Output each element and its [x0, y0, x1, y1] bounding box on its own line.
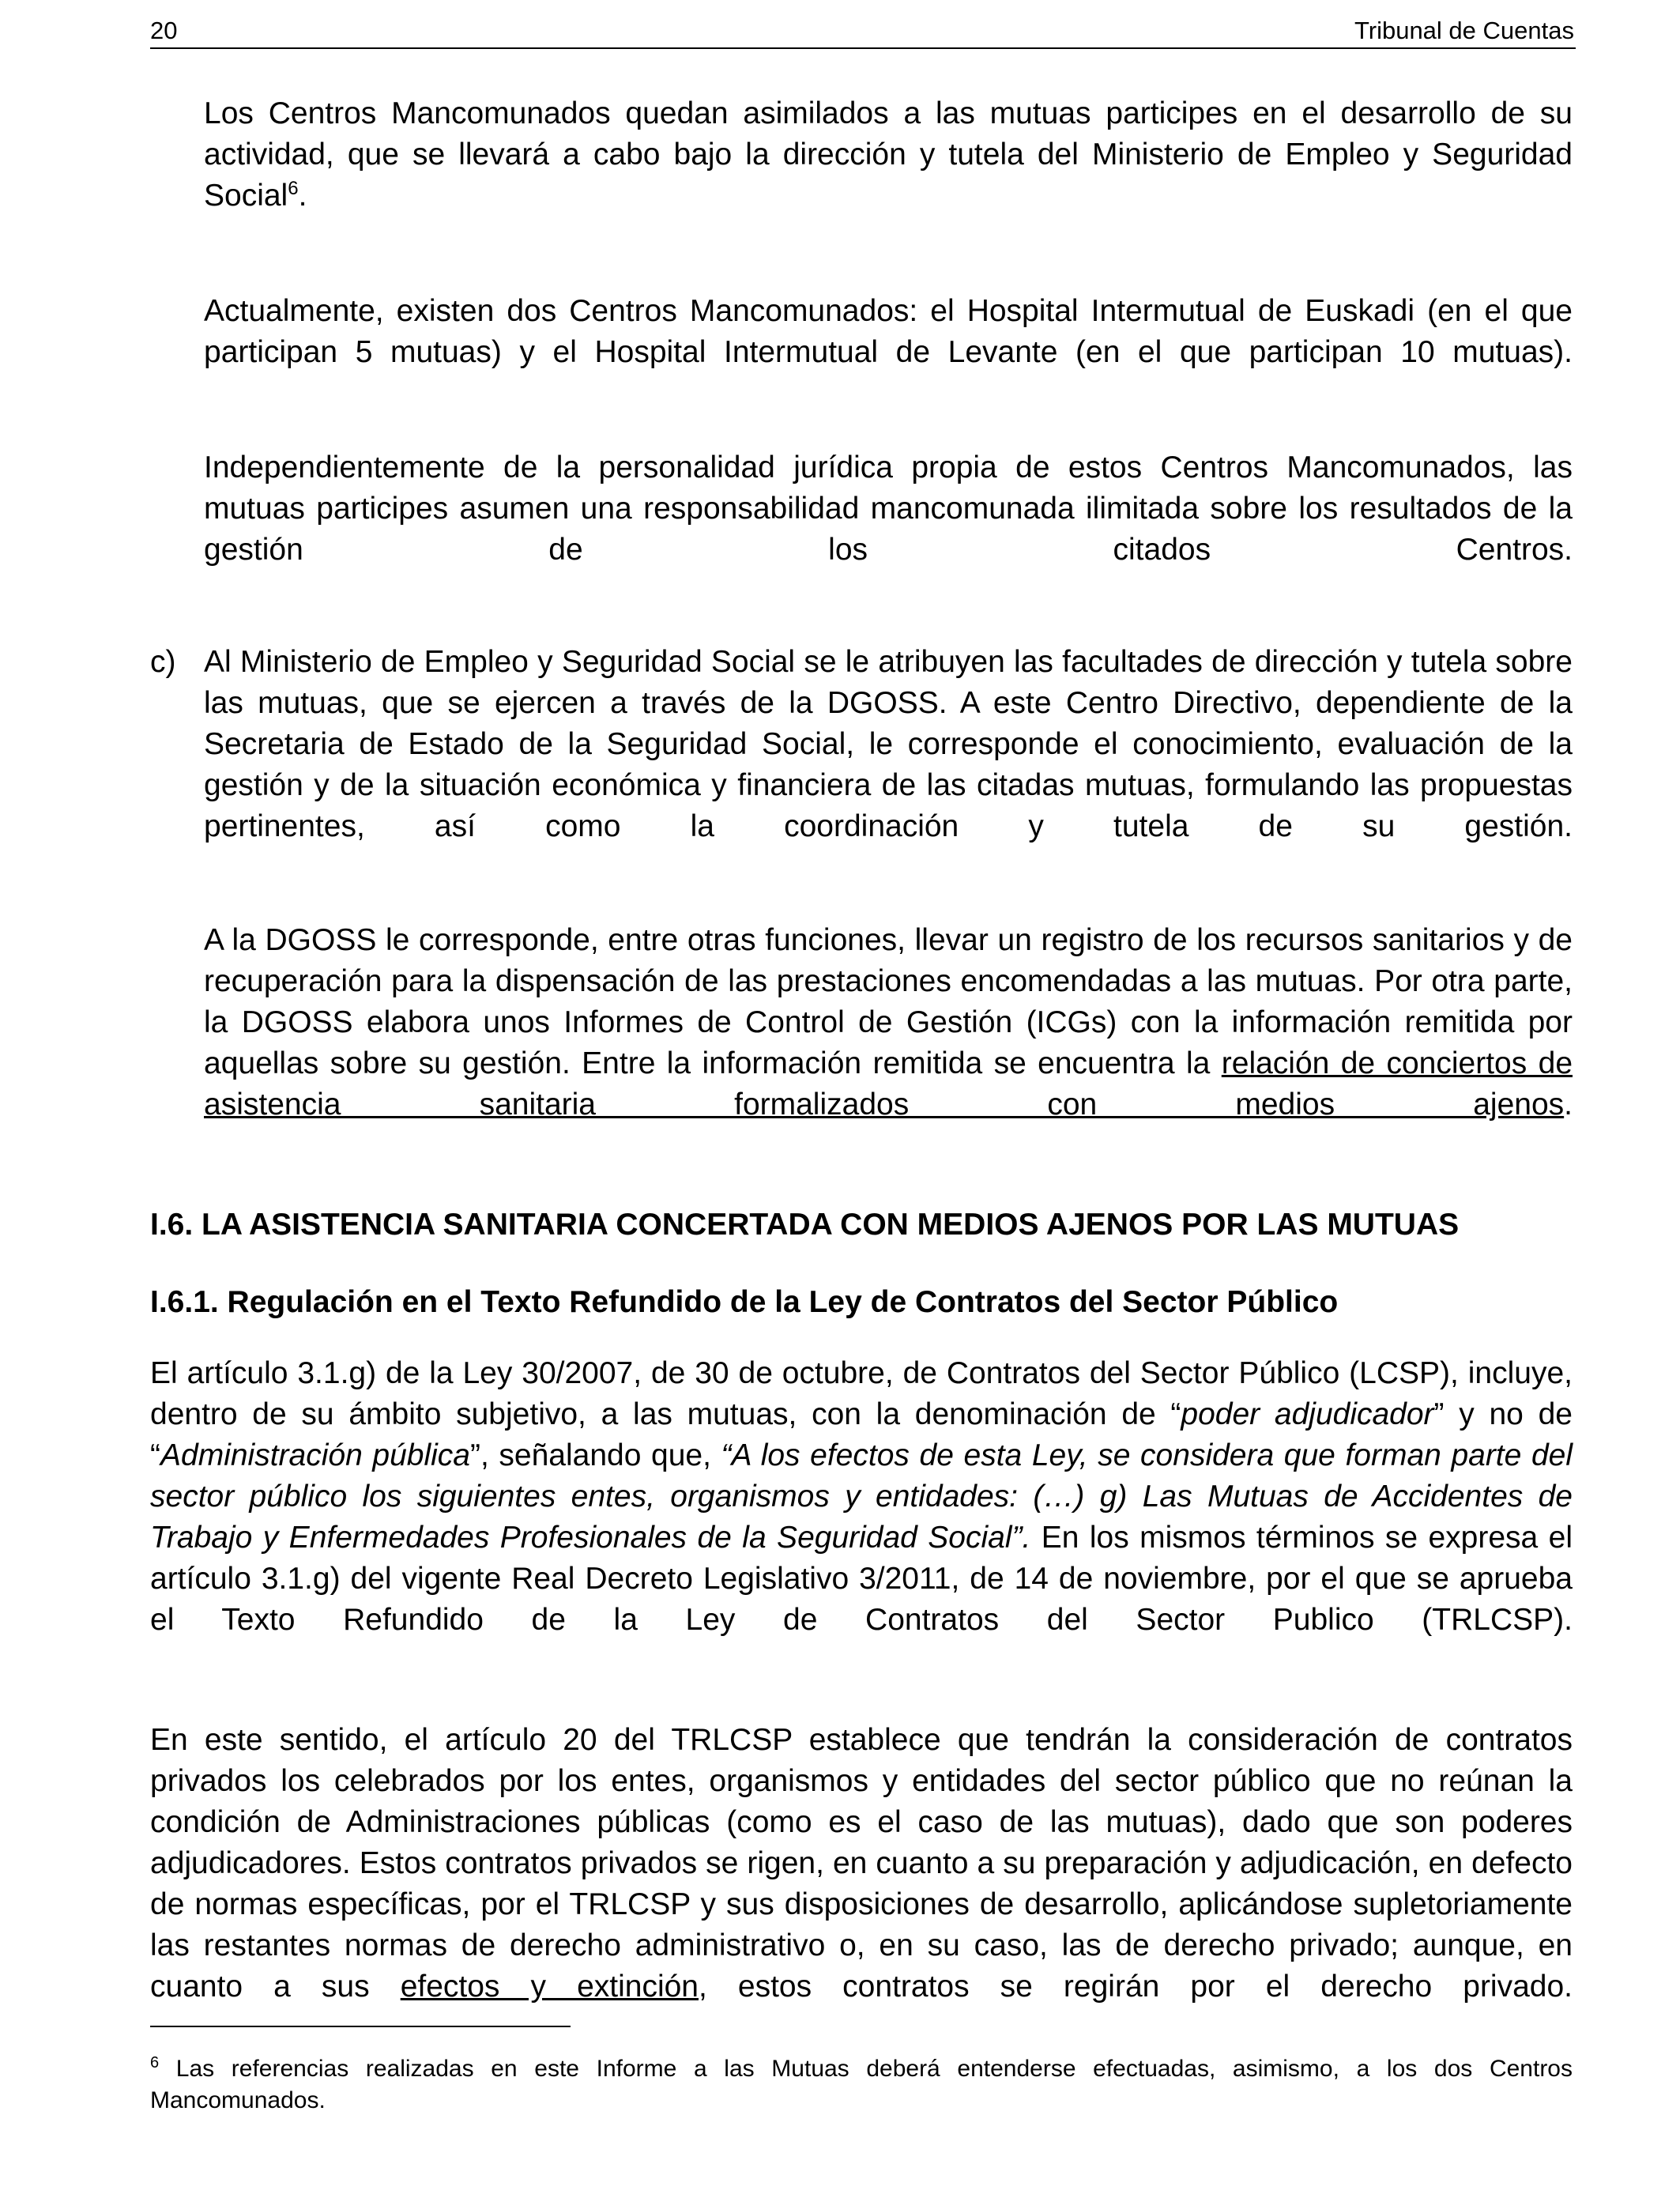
page-body [150, 93, 1573, 2049]
paragraph-centros-actuales: Actualmente, existen dos Centros Mancomunados: el Hospital Intermutual de Euskadi (en el que participan 5 mutuas) y el Hospital Intermutual de Levante (en el que participan 10 mutuas). [204, 294, 1573, 369]
page-header [150, 14, 1576, 49]
paragraph-trlcsp-contratos: En este sentido, el artículo 20 del TRLCSP establece que tendrán la consideración de contratos privados los celebrados por los entes, organismos y entidades del sector público que no reúnan la condición de Administraciones públicas (como es el caso de las mutuas), dado que son poderes adjudicadores. Estos contratos privados se rigen, en cuanto a su preparación y adjudicación, en defecto de normas específicas, por el TRLCSP y sus disposiciones de desarrollo, aplicándose supletoriamente las restantes normas de derecho administrativo o, en su caso, las de derecho privado; aunque, en cuanto a sus efectos y extinción, estos contratos se regirán por el derecho privado. [150, 1723, 1573, 2004]
section-heading: I.6. LA ASISTENCIA SANITARIA CONCERTADA CON MEDIOS AJENOS POR LAS MUTUAS [150, 1208, 1460, 1242]
header-organization: Tribunal de Cuentas [1354, 17, 1574, 44]
footnote-number: 6 [150, 2054, 160, 2071]
paragraph-responsabilidad: Independientemente de la personalidad jurídica propia de estos Centros Mancomunados, las mutuas participes asumen una responsabilidad mancomunada ilimitada sobre los resultados de la gestión de los citados Centros. [204, 450, 1573, 567]
page-number: 20 [150, 17, 178, 44]
paragraph-centros-asimilados: Los Centros Mancomunados quedan asimilados a las mutuas participes en el desarrollo de su actividad, que se llevará a cabo bajo la dirección y tutela del Ministerio de Empleo y Seguridad Social$^6$. [204, 96, 1573, 213]
underlined-efectos-extincion: efectos y extinción [400, 1970, 699, 2004]
paragraph-dgoss: A la DGOSS le corresponde, entre otras funciones, llevar un registro de los recursos sanitarios y de recuperación para la dispensación de las prestaciones encomendadas a las mutuas. Por otra parte, la DGOSS elabora unos Informes de Control de Gestión (ICGs) con la información remitida por aquellas sobre su gestión. Entre la información remitida se encuentra la relación de conciertos de asistencia sanitaria formalizados con medios ajenos. [204, 923, 1573, 1122]
footnote: $^6$ Las referencias realizadas en este Informe a las Mutuas deberá entenderse efectuadas, asimismo, a los dos Centros Mancomunados. [150, 2054, 1573, 2113]
footnote-separator [150, 2026, 571, 2027]
paragraph-articulo-lcsp: El artículo 3.1.g) de la Ley 30/2007, de 30 de octubre, de Contratos del Sector Público (LCSP), incluye, dentro de su ámbito subjetivo, a las mutuas, con la denominación de “poder adjudicador” y no de “Administración pública”, señalando que, “A los efectos de esta Ley, se considera que forman parte del sector público los siguientes entes, organismos y entidades: (…) g) Las Mutuas de Accidentes de Trabajo y Enfermedades Profesionales de la Seguridad Social”. En los mismos términos se expresa el artículo 3.1.g) del vigente Real Decreto Legislativo 3/2011, de 14 de noviembre, por el que se aprueba el Texto Refundido de la Ley de Contratos del Sector Publico (TRLCSP). [150, 1356, 1573, 1637]
footnote-reference[interactable]: 6 [288, 178, 299, 199]
list-marker: c) [150, 645, 176, 679]
list-item-c [150, 642, 1573, 888]
underlined-relacion-conciertos: relación de conciertos de asistencia sanitaria formalizados con medios ajenos [204, 1046, 1573, 1122]
subsection-heading: I.6.1. Regulación en el Texto Refundido de la Ley de Contratos del Sector Público [150, 1285, 1339, 1319]
paragraph-ministerio: Al Ministerio de Empleo y Seguridad Social se le atribuyen las facultades de dirección y tutela sobre las mutuas, que se ejercen a través de la DGOSS. A este Centro Directivo, dependiente de la Secretaria de Estado de la Seguridad Social, le corresponde el conocimiento, evaluación de la gestión y de la situación económica y financiera de las citadas mutuas, formulando las propuestas pertinentes, así como la coordinación y tutela de su gestión. [204, 645, 1573, 843]
quoted-law-text: “A los efectos de esta Ley, se considera que forman parte del sector público los siguientes entes, organismos y entidades: (…) g) Las Mutuas de Accidentes de Trabajo y Enfermedades Profesionales de la Seguridad Social”. [150, 1438, 1573, 1555]
